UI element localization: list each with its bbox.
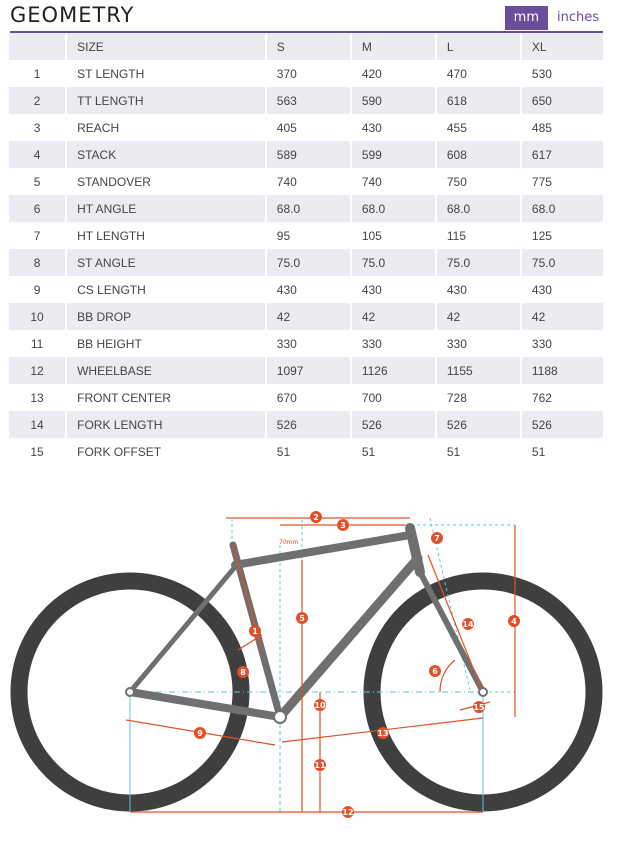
svg-text:7: 7 — [434, 534, 440, 543]
svg-text:10: 10 — [314, 701, 326, 710]
size-m-value: 526 — [352, 411, 437, 438]
size-l-value: 430 — [437, 276, 522, 303]
row-label: HT ANGLE — [67, 195, 267, 222]
row-number: 8 — [9, 249, 67, 276]
marker-4 — [508, 615, 520, 627]
row-label: TT LENGTH — [67, 87, 267, 114]
size-l-value: 115 — [437, 222, 522, 249]
size-m-value: 599 — [352, 141, 437, 168]
size-l-value: 42 — [437, 303, 522, 330]
size-m-value: 420 — [352, 60, 437, 87]
size-xl-value: 762 — [522, 384, 603, 411]
unit-inches-button[interactable]: inches — [556, 10, 599, 25]
row-label: BB HEIGHT — [67, 330, 267, 357]
svg-text:4: 4 — [511, 617, 517, 626]
size-l-value: 618 — [437, 87, 522, 114]
size-l-value: 526 — [437, 411, 522, 438]
size-xl-value: 485 — [522, 114, 603, 141]
row-number: 11 — [9, 330, 67, 357]
table-row — [9, 330, 603, 357]
size-m-value: 75.0 — [352, 249, 437, 276]
row-label: FORK OFFSET — [67, 438, 267, 465]
svg-text:9: 9 — [197, 729, 203, 738]
row-number: 5 — [9, 168, 67, 195]
marker-13 — [377, 727, 389, 739]
column-header-xl: XL — [522, 33, 603, 60]
svg-text:3: 3 — [340, 521, 346, 530]
size-s-value: 740 — [267, 168, 352, 195]
table-row — [9, 357, 603, 384]
row-number: 15 — [9, 438, 67, 465]
marker-8 — [237, 666, 249, 678]
marker-1 — [249, 625, 261, 637]
row-label: REACH — [67, 114, 267, 141]
table-row — [9, 60, 603, 87]
row-number: 10 — [9, 303, 67, 330]
svg-text:11: 11 — [314, 761, 326, 770]
svg-text:6: 6 — [432, 667, 438, 676]
marker-9 — [194, 727, 206, 739]
size-s-value: 670 — [267, 384, 352, 411]
table-row — [9, 222, 603, 249]
marker-14 — [462, 618, 474, 630]
size-m-value: 740 — [352, 168, 437, 195]
size-xl-value: 1188 — [522, 357, 603, 384]
size-xl-value: 526 — [522, 411, 603, 438]
seat-offset-annotation: 70mm — [279, 539, 299, 546]
size-xl-value: 775 — [522, 168, 603, 195]
size-xl-value: 68.0 — [522, 195, 603, 222]
size-l-value: 330 — [437, 330, 522, 357]
row-number: 1 — [9, 60, 67, 87]
row-number: 3 — [9, 114, 67, 141]
marker-6 — [429, 665, 441, 677]
size-m-value: 590 — [352, 87, 437, 114]
bottom-bracket — [274, 711, 286, 723]
geometry-header — [0, 0, 619, 32]
size-xl-value: 650 — [522, 87, 603, 114]
bike-geometry-diagram — [0, 490, 619, 854]
row-label: FORK LENGTH — [67, 411, 267, 438]
table-row — [9, 249, 603, 276]
unit-toggle — [505, 6, 608, 30]
size-s-value: 75.0 — [267, 249, 352, 276]
size-xl-value: 75.0 — [522, 249, 603, 276]
geometry-table — [9, 33, 603, 465]
table-row — [9, 303, 603, 330]
column-header-number — [9, 33, 67, 60]
size-s-value: 526 — [267, 411, 352, 438]
size-s-value: 42 — [267, 303, 352, 330]
size-s-value: 370 — [267, 60, 352, 87]
rear-axle — [126, 688, 134, 696]
size-s-value: 1097 — [267, 357, 352, 384]
row-label: FRONT CENTER — [67, 384, 267, 411]
column-header-m: M — [352, 33, 437, 60]
size-s-value: 430 — [267, 276, 352, 303]
size-xl-value: 125 — [522, 222, 603, 249]
size-m-value: 430 — [352, 276, 437, 303]
marker-10 — [314, 699, 326, 711]
marker-2 — [310, 511, 322, 523]
size-m-value: 105 — [352, 222, 437, 249]
row-number: 7 — [9, 222, 67, 249]
size-s-value: 589 — [267, 141, 352, 168]
row-label: HT LENGTH — [67, 222, 267, 249]
size-l-value: 455 — [437, 114, 522, 141]
row-number: 14 — [9, 411, 67, 438]
row-label: STANDOVER — [67, 168, 267, 195]
size-l-value: 728 — [437, 384, 522, 411]
size-s-value: 563 — [267, 87, 352, 114]
svg-text:2: 2 — [313, 513, 319, 522]
size-m-value: 42 — [352, 303, 437, 330]
column-header-s: S — [267, 33, 352, 60]
size-xl-value: 51 — [522, 438, 603, 465]
size-l-value: 75.0 — [437, 249, 522, 276]
size-l-value: 470 — [437, 60, 522, 87]
bike-frame — [130, 528, 483, 717]
size-l-value: 1155 — [437, 357, 522, 384]
table-row — [9, 276, 603, 303]
svg-text:14: 14 — [462, 620, 474, 629]
svg-text:12: 12 — [342, 808, 354, 817]
table-row — [9, 195, 603, 222]
front-axle — [479, 688, 487, 696]
size-m-value: 430 — [352, 114, 437, 141]
marker-3 — [337, 519, 349, 531]
marker-11 — [314, 759, 326, 771]
svg-text:1: 1 — [252, 627, 258, 636]
table-row — [9, 438, 603, 465]
size-s-value: 95 — [267, 222, 352, 249]
row-number: 2 — [9, 87, 67, 114]
size-l-value: 608 — [437, 141, 522, 168]
size-xl-value: 430 — [522, 276, 603, 303]
row-label: WHEELBASE — [67, 357, 267, 384]
row-number: 13 — [9, 384, 67, 411]
size-xl-value: 330 — [522, 330, 603, 357]
size-m-value: 330 — [352, 330, 437, 357]
size-m-value: 68.0 — [352, 195, 437, 222]
table-header-row — [9, 33, 603, 60]
size-l-value: 750 — [437, 168, 522, 195]
size-xl-value: 530 — [522, 60, 603, 87]
table-row — [9, 411, 603, 438]
table-row — [9, 114, 603, 141]
row-label: BB DROP — [67, 303, 267, 330]
size-m-value: 1126 — [352, 357, 437, 384]
marker-5 — [296, 612, 308, 624]
marker-15 — [473, 701, 485, 713]
marker-7 — [431, 532, 443, 544]
row-label: CS LENGTH — [67, 276, 267, 303]
marker-12 — [342, 806, 354, 818]
row-number: 12 — [9, 357, 67, 384]
row-label: STACK — [67, 141, 267, 168]
size-xl-value: 617 — [522, 141, 603, 168]
svg-text:5: 5 — [299, 614, 305, 623]
page-title: GEOMETRY — [10, 3, 135, 27]
column-header-size: SIZE — [67, 33, 267, 60]
table-row — [9, 384, 603, 411]
row-number: 6 — [9, 195, 67, 222]
size-m-value: 51 — [352, 438, 437, 465]
svg-text:8: 8 — [240, 668, 246, 677]
row-number: 4 — [9, 141, 67, 168]
table-row — [9, 87, 603, 114]
size-xl-value: 42 — [522, 303, 603, 330]
size-s-value: 68.0 — [267, 195, 352, 222]
row-label: ST ANGLE — [67, 249, 267, 276]
size-s-value: 405 — [267, 114, 352, 141]
column-header-l: L — [437, 33, 522, 60]
size-s-value: 51 — [267, 438, 352, 465]
size-s-value: 330 — [267, 330, 352, 357]
svg-text:13: 13 — [377, 729, 389, 738]
row-number: 9 — [9, 276, 67, 303]
unit-mm-button[interactable]: mm — [505, 6, 548, 30]
svg-text:15: 15 — [473, 703, 485, 712]
size-m-value: 700 — [352, 384, 437, 411]
table-row — [9, 141, 603, 168]
table-row — [9, 168, 603, 195]
size-l-value: 68.0 — [437, 195, 522, 222]
row-label: ST LENGTH — [67, 60, 267, 87]
size-l-value: 51 — [437, 438, 522, 465]
